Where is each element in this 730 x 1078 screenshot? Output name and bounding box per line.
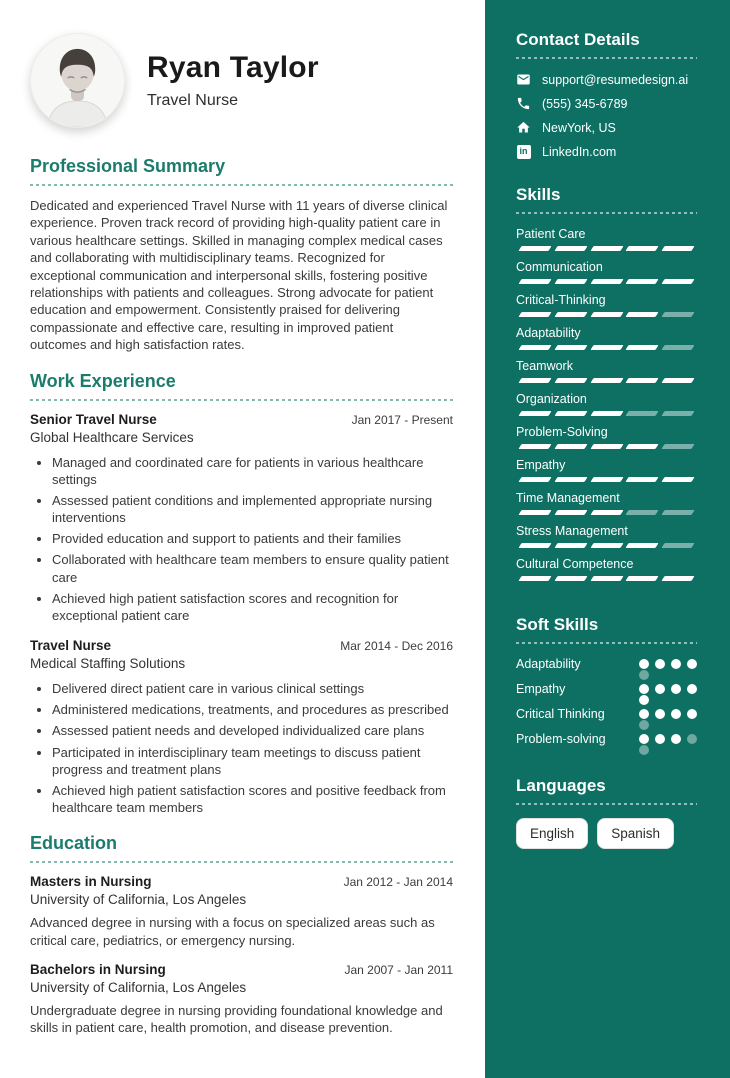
skill-bar-segment xyxy=(554,543,587,548)
rating-dot xyxy=(655,734,665,744)
skill-item xyxy=(516,524,697,548)
languages-heading: Languages xyxy=(516,776,606,795)
home-icon xyxy=(516,120,531,135)
skill-bar-segment xyxy=(554,411,587,416)
skills-heading: Skills xyxy=(516,185,561,204)
skill-bar-segment xyxy=(554,312,587,317)
soft-skill-item xyxy=(516,732,697,746)
soft-skill-name: Critical Thinking xyxy=(516,707,605,721)
skill-bar-segment xyxy=(590,510,623,515)
skill-bar-segment xyxy=(554,477,587,482)
skill-bar-segment xyxy=(662,543,695,548)
language-pill-list xyxy=(516,818,697,849)
sidebar-divider xyxy=(516,803,697,805)
skill-bar-segment xyxy=(662,510,695,515)
candidate-name: Ryan Taylor xyxy=(147,51,319,84)
skill-bar-segment xyxy=(590,345,623,350)
job-dates: Jan 2017 - Present xyxy=(351,412,453,427)
rating-dot xyxy=(639,670,649,680)
job-entry xyxy=(30,638,453,816)
contact-section xyxy=(516,30,697,159)
skill-bar-segment xyxy=(626,510,659,515)
soft-skill-name: Adaptability xyxy=(516,657,581,671)
section-divider xyxy=(30,861,453,863)
skill-bar-segment xyxy=(662,312,695,317)
rating-dot xyxy=(671,684,681,694)
skill-list xyxy=(516,227,697,581)
skill-bar-segment xyxy=(554,279,587,284)
skill-bar-segment xyxy=(590,279,623,284)
education-dates: Jan 2007 - Jan 2011 xyxy=(344,962,453,977)
skill-bar-segment xyxy=(518,279,551,284)
skill-bar-segment xyxy=(662,576,695,581)
skill-bar-segment xyxy=(518,312,551,317)
contact-item xyxy=(516,120,697,135)
rating-dot xyxy=(639,745,649,755)
education-entry-header xyxy=(30,874,453,889)
rating-dot xyxy=(639,659,649,669)
job-entry xyxy=(30,412,453,624)
skill-bar-segment xyxy=(518,411,551,416)
rating-dot xyxy=(687,659,697,669)
skills-section xyxy=(516,185,697,581)
job-list xyxy=(30,412,453,817)
contact-item xyxy=(516,96,697,111)
job-company: Medical Staffing Solutions xyxy=(30,656,186,672)
contact-list xyxy=(516,72,697,159)
contact-item-text: support@resumedesign.ai xyxy=(542,72,689,87)
skill-level-bar xyxy=(516,510,697,515)
skill-item xyxy=(516,491,697,515)
education-heading: Education xyxy=(30,833,118,854)
job-title: Senior Travel Nurse xyxy=(30,411,157,427)
sidebar-divider xyxy=(516,212,697,214)
job-title: Travel Nurse xyxy=(30,638,112,654)
skill-bar-segment xyxy=(626,576,659,581)
skill-level-bar xyxy=(516,543,697,548)
contact-item xyxy=(516,72,697,87)
skill-bar-segment xyxy=(626,345,659,350)
rating-dot xyxy=(687,709,697,719)
skill-bar-segment xyxy=(518,246,551,251)
job-bullet: • Delivered direct patient care in various clinical settings xyxy=(52,680,453,697)
skill-bar-segment xyxy=(662,444,695,449)
sidebar xyxy=(485,0,730,1078)
skill-bar-segment xyxy=(662,279,695,284)
job-bullet: • Assessed patient needs and developed individualized care plans xyxy=(52,722,453,739)
soft-skill-item xyxy=(516,707,697,721)
soft-skills-heading: Soft Skills xyxy=(516,615,599,634)
skill-item xyxy=(516,293,697,317)
rating-dot xyxy=(655,659,665,669)
job-bullet: • Managed and coordinated care for patients in various healthcare settings xyxy=(52,454,453,488)
soft-skill-list xyxy=(516,657,697,746)
skill-level-bar xyxy=(516,477,697,482)
skill-bar-segment xyxy=(626,444,659,449)
job-bullet-list xyxy=(30,680,453,816)
skill-name: Communication xyxy=(516,260,603,274)
job-bullet: • Administered medications, treatments, and procedures as prescribed xyxy=(52,701,453,718)
skill-item xyxy=(516,359,697,383)
skill-bar-segment xyxy=(626,312,659,317)
skill-name: Organization xyxy=(516,392,587,406)
skill-bar-segment xyxy=(518,477,551,482)
skill-item xyxy=(516,557,697,581)
soft-skills-section xyxy=(516,615,697,746)
skill-bar-segment xyxy=(590,378,623,383)
skill-bar-segment xyxy=(626,378,659,383)
skill-bar-segment xyxy=(554,345,587,350)
job-bullet: • Provided education and support to patients and their families xyxy=(52,530,453,547)
education-description: Advanced degree in nursing with a focus on specialized areas such as critical care, pediatrics, or emergency nursing. xyxy=(30,915,435,948)
rating-dot xyxy=(639,684,649,694)
skill-item xyxy=(516,227,697,251)
skill-name: Critical-Thinking xyxy=(516,293,606,307)
job-dates: Mar 2014 - Dec 2016 xyxy=(340,639,453,654)
languages-section xyxy=(516,776,697,849)
linkedin-icon xyxy=(516,144,531,159)
skill-bar-segment xyxy=(662,246,695,251)
education-dates: Jan 2012 - Jan 2014 xyxy=(343,875,453,890)
rating-dot xyxy=(671,734,681,744)
skill-name: Time Management xyxy=(516,491,620,505)
soft-skill-dots xyxy=(639,659,697,669)
rating-dot xyxy=(639,709,649,719)
skill-item xyxy=(516,392,697,416)
school-name: University of California, Los Angeles xyxy=(30,892,247,908)
skill-name: Patient Care xyxy=(516,227,586,241)
education-entry xyxy=(30,962,453,1037)
rating-dot xyxy=(687,684,697,694)
skill-bar-segment xyxy=(518,543,551,548)
job-bullet: • Assessed patient conditions and implemented appropriate nursing interventions xyxy=(52,492,453,526)
rating-dot xyxy=(655,709,665,719)
skill-bar-segment xyxy=(626,477,659,482)
skill-bar-segment xyxy=(662,378,695,383)
soft-skill-dots xyxy=(639,734,697,744)
skill-bar-segment xyxy=(590,576,623,581)
skill-bar-segment xyxy=(554,510,587,515)
soft-skill-dots xyxy=(639,709,697,719)
skill-item xyxy=(516,326,697,350)
rating-dot xyxy=(687,734,697,744)
sidebar-divider xyxy=(516,642,697,644)
profile-photo-illustration xyxy=(31,34,124,127)
skill-level-bar xyxy=(516,378,697,383)
job-company: Global Healthcare Services xyxy=(30,429,194,445)
rating-dot xyxy=(639,695,649,705)
section-divider xyxy=(30,184,453,186)
contact-item-text: LinkedIn.com xyxy=(542,144,617,159)
skill-bar-segment xyxy=(626,246,659,251)
job-entry-header xyxy=(30,638,453,653)
summary-heading: Professional Summary xyxy=(30,156,226,176)
education-list xyxy=(30,874,453,1037)
skill-bar-segment xyxy=(554,576,587,581)
skill-bar-segment xyxy=(662,411,695,416)
skill-bar-segment xyxy=(590,411,623,416)
experience-section xyxy=(30,371,453,817)
job-entry-header xyxy=(30,412,453,427)
summary-section xyxy=(30,156,453,354)
skill-bar-segment xyxy=(626,411,659,416)
job-bullet: • Collaborated with healthcare team members to ensure quality patient care xyxy=(52,551,453,585)
rating-dot xyxy=(639,720,649,730)
skill-bar-segment xyxy=(626,543,659,548)
skill-bar-segment xyxy=(590,543,623,548)
skill-name: Adaptability xyxy=(516,326,581,340)
skill-bar-segment xyxy=(662,477,695,482)
rating-dot xyxy=(671,709,681,719)
soft-skill-dots xyxy=(639,684,697,694)
school-name: University of California, Los Angeles xyxy=(30,979,247,995)
candidate-title: Travel Nurse xyxy=(147,92,238,109)
skill-bar-segment xyxy=(554,378,587,383)
resume-header xyxy=(30,33,453,128)
language-pill: English xyxy=(516,818,588,849)
job-bullet: • Achieved high patient satisfaction scores and recognition for exceptional patient care xyxy=(52,590,453,624)
rating-dot xyxy=(655,684,665,694)
skill-bar-segment xyxy=(518,510,551,515)
skill-item xyxy=(516,260,697,284)
phone-icon xyxy=(516,96,531,111)
skill-bar-segment xyxy=(554,246,587,251)
skill-name: Empathy xyxy=(516,458,566,472)
job-bullet-list xyxy=(30,454,453,624)
education-entry-header xyxy=(30,962,453,977)
skill-item xyxy=(516,458,697,482)
skill-bar-segment xyxy=(518,576,551,581)
education-entry xyxy=(30,874,453,949)
rating-dot xyxy=(671,659,681,669)
skill-bar-segment xyxy=(590,444,623,449)
skill-bar-segment xyxy=(518,378,551,383)
skill-level-bar xyxy=(516,411,697,416)
skill-bar-segment xyxy=(518,345,551,350)
summary-text: Dedicated and experienced Travel Nurse with 11 years of diverse clinical experience. Proven track record of providing high-quality patient care in various healthcare settings. Skilled in managing complex medical cases and collaborating with multidisciplinary teams. Recognized for exceptional communication and interpersonal skills, fostering positive relationships with patients and colleagues. Strong advocate for patient education and empowerment. Consistently praised for delivering compassionate and effective care, resulting in improved patient outcomes and high satisfaction rates. xyxy=(30,198,448,353)
soft-skill-name: Problem-solving xyxy=(516,732,606,746)
language-pill: Spanish xyxy=(597,818,674,849)
degree-title: Masters in Nursing xyxy=(30,874,152,890)
education-section xyxy=(30,833,453,1037)
soft-skill-item xyxy=(516,657,697,671)
skill-name: Problem-Solving xyxy=(516,425,608,439)
skill-level-bar xyxy=(516,246,697,251)
profile-photo xyxy=(30,33,125,128)
skill-bar-segment xyxy=(626,279,659,284)
job-bullet: • Achieved high patient satisfaction scores and positive feedback from healthcare team members xyxy=(52,782,453,816)
contact-item xyxy=(516,144,697,159)
contact-item-text: (555) 345-6789 xyxy=(542,96,628,111)
contact-item-text: NewYork, US xyxy=(542,120,616,135)
experience-heading: Work Experience xyxy=(30,370,176,391)
soft-skill-name: Empathy xyxy=(516,682,566,696)
skill-level-bar xyxy=(516,576,697,581)
skill-bar-segment xyxy=(662,345,695,350)
skill-bar-segment xyxy=(590,246,623,251)
section-divider xyxy=(30,399,453,401)
skill-level-bar xyxy=(516,444,697,449)
contact-heading: Contact Details xyxy=(516,30,640,49)
skill-level-bar xyxy=(516,279,697,284)
skill-name: Stress Management xyxy=(516,524,628,538)
skill-level-bar xyxy=(516,312,697,317)
skill-bar-segment xyxy=(518,444,551,449)
soft-skill-item xyxy=(516,682,697,696)
education-description: Undergraduate degree in nursing providing foundational knowledge and skills in patient care, health promotion, and disease prevention. xyxy=(30,1002,443,1036)
skill-item xyxy=(516,425,697,449)
header-text xyxy=(147,51,319,110)
skill-level-bar xyxy=(516,345,697,350)
skill-name: Teamwork xyxy=(516,359,573,373)
skill-name: Cultural Competence xyxy=(516,557,634,571)
rating-dot xyxy=(639,734,649,744)
skill-bar-segment xyxy=(590,477,623,482)
degree-title: Bachelors in Nursing xyxy=(30,961,166,977)
sidebar-divider xyxy=(516,57,697,59)
linkedin-icon: in xyxy=(517,145,531,159)
skill-bar-segment xyxy=(554,444,587,449)
skill-bar-segment xyxy=(590,312,623,317)
email-icon xyxy=(516,72,531,87)
job-bullet: • Participated in interdisciplinary team meetings to discuss patient progress and treatment plans xyxy=(52,744,453,778)
